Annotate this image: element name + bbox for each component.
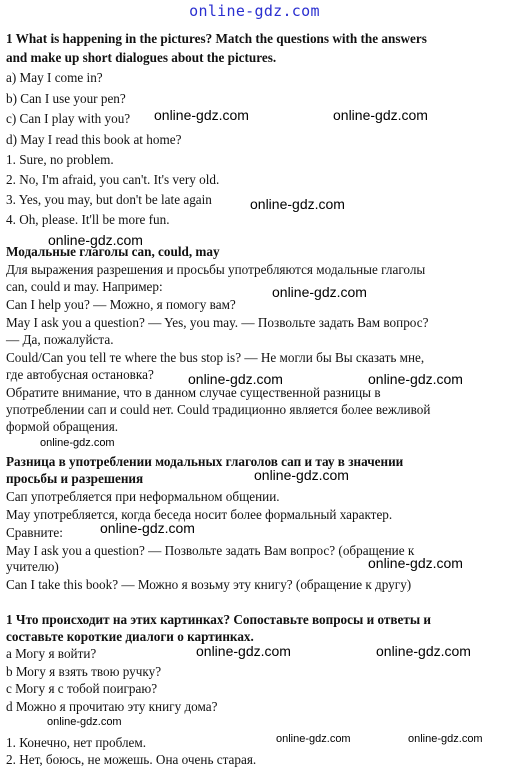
question-item: d) May I read this book at home? bbox=[6, 132, 182, 147]
note-line: формой обращения. bbox=[6, 419, 119, 434]
paragraph-line: Сап употребляется при неформальном общении. bbox=[6, 489, 280, 504]
paragraph-line: May употребляется, когда беседа носит более формальный характер. bbox=[6, 507, 393, 522]
question-item: a) May I come in? bbox=[6, 70, 103, 85]
example-line: Can I help you? — Можно, я помогу вам? bbox=[6, 297, 236, 312]
paragraph-line: учителю) bbox=[6, 559, 59, 574]
watermark: online-gdz.com bbox=[333, 107, 428, 123]
note-line: Обратите внимание, что в данном случае существенной разницы в bbox=[6, 385, 381, 400]
answer-item: 3. Yes, you may, but don't be late again bbox=[6, 192, 212, 207]
section-heading: Разница в употреблении модальных глаголов сап и тау в значении bbox=[6, 454, 404, 469]
question-item: d Можно я прочитаю эту книгу дома? bbox=[6, 699, 218, 714]
task-title-line: 1 Что происходит на этих картинках? Сопоставьте вопросы и ответы и bbox=[6, 612, 432, 627]
task-title-line: and make up short dialogues about the pictures. bbox=[6, 50, 277, 65]
answer-item: 2. Нет, боюсь, не можешь. Она очень старая. bbox=[6, 752, 257, 767]
watermark: online-gdz.com bbox=[47, 716, 122, 728]
section-heading: Модальные глаголы can, could, may bbox=[6, 244, 220, 259]
answer-item: 2. No, I'm afraid, you can't. It's very old. bbox=[6, 172, 220, 187]
watermark: online-gdz.com bbox=[196, 643, 291, 659]
watermark: online-gdz.com bbox=[368, 555, 463, 571]
question-item: b Могу я взять твою ручку? bbox=[6, 664, 162, 679]
watermark: online-gdz.com bbox=[154, 107, 249, 123]
paragraph-line: can, could и may. Например: bbox=[6, 279, 163, 294]
paragraph-line: Для выражения разрешения и просьбы употребляются модальные глаголы bbox=[6, 262, 426, 277]
task-title-line: составьте короткие диалоги о картинках. bbox=[6, 629, 254, 644]
answer-item: 1. Конечно, нет проблем. bbox=[6, 735, 147, 750]
paragraph-line: May I ask you a question? — Позвольте задать Вам вопрос? (обращение к bbox=[6, 543, 415, 558]
question-item: а Могу я войти? bbox=[6, 646, 97, 661]
watermark: online-gdz.com bbox=[254, 467, 349, 483]
answer-item: 4. Oh, please. It'll be more fun. bbox=[6, 212, 170, 227]
question-item: c) Can I play with you? bbox=[6, 111, 131, 126]
watermark: online-gdz.com bbox=[408, 733, 483, 745]
watermark: online-gdz.com bbox=[40, 437, 115, 449]
example-line: — Да, пожалуйста. bbox=[6, 332, 114, 347]
watermark: online-gdz.com bbox=[48, 232, 143, 248]
watermark: online-gdz.com bbox=[276, 733, 351, 745]
section-heading: просьбы и разрешения bbox=[6, 471, 144, 486]
example-line: May I ask you a question? — Yes, you may. — Позвольте задать Вам вопрос? bbox=[6, 315, 429, 330]
watermark: online-gdz.com bbox=[376, 643, 471, 659]
note-line: употреблении сап и could нет. Could традиционно является более вежливой bbox=[6, 402, 431, 417]
task-title-line: 1 What is happening in the pictures? Match the questions with the answers bbox=[6, 31, 427, 46]
watermark: online-gdz.com bbox=[272, 284, 367, 300]
header-watermark: online-gdz.com bbox=[189, 2, 320, 20]
paragraph-line: Сравните: bbox=[6, 525, 63, 540]
example-line: Could/Can you tell те where the bus stop is? — Не могли бы Вы сказать мне, bbox=[6, 350, 425, 365]
question-item: b) Can I use your pen? bbox=[6, 91, 126, 106]
watermark: online-gdz.com bbox=[188, 371, 283, 387]
watermark: online-gdz.com bbox=[368, 371, 463, 387]
watermark: online-gdz.com bbox=[250, 196, 345, 212]
watermark: online-gdz.com bbox=[100, 520, 195, 536]
paragraph-line: Can I take this book? — Можно я возьму эту книгу? (обращение к другу) bbox=[6, 577, 412, 592]
answer-item: 1. Sure, no problem. bbox=[6, 152, 114, 167]
question-item: с Могу я с тобой поиграю? bbox=[6, 681, 158, 696]
example-line: где автобусная остановка? bbox=[6, 367, 154, 382]
